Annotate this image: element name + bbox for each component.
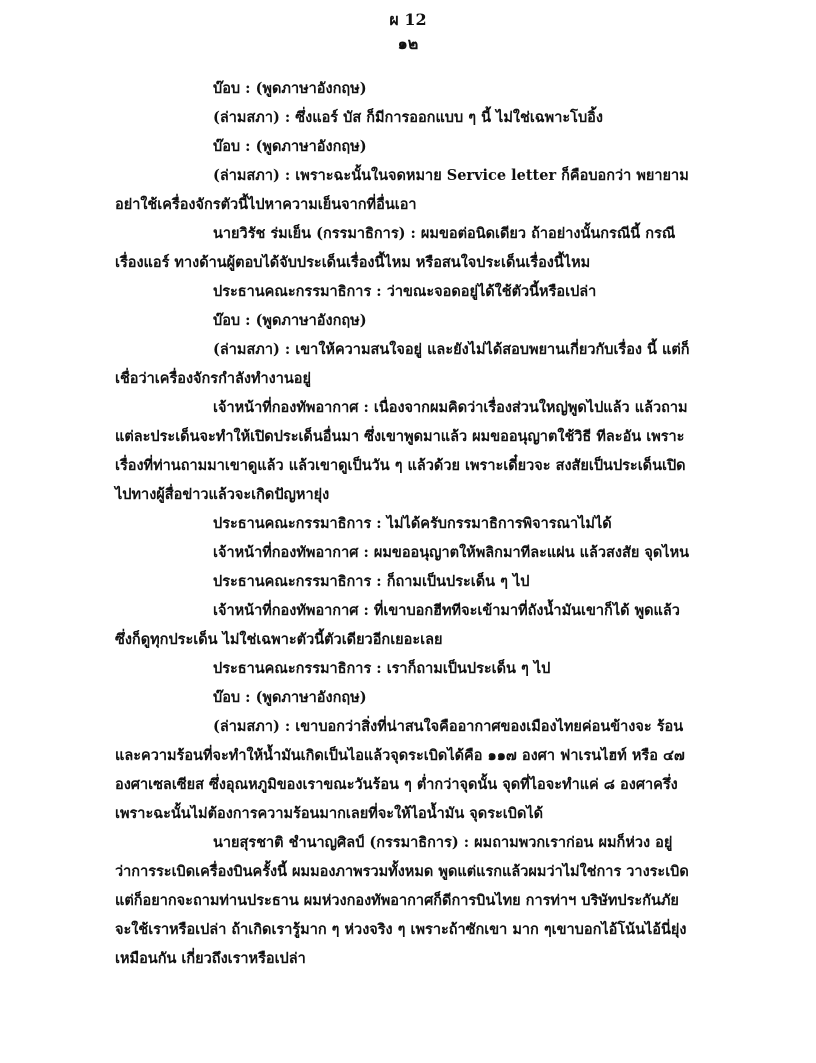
page-code: ผ 12 — [389, 10, 427, 29]
transcript-paragraph: นายสุรชาติ ชำนาญศิลป์ (กรรมาธิการ) : ผมถามพวกเราก่อน ผมก็ห่วง อยู่ว่าการระเบิดเครื่องบินครั้งนี้ ผมมองภาพรวมทั้งหมด พูดแต่แรกแล้วผมว่าไม่ใช่การ วางระเบิด แต่ก็อยากจะถามท่านประธาน ผมห่วงกองทัพอากาศก็ดีการบินไทย การท่าฯ บริษัทประกันภัยจะใช้เราหรือเปล่า ถ้าเกิดเรารู้มาก ๆ ห่วงจริง ๆ เพราะถ้าซักเขา มาก ๆเขาบอกไอ้โน้นไอ้นี่ยุ่งเหมือนกัน เกี่ยวถึงเราหรือเปล่า — [115, 834, 689, 967]
transcript-paragraph: นายวิรัช ร่มเย็น (กรรมาธิการ) : ผมขอต่อนิดเดียว ถ้าอย่างนั้นกรณีนี้ กรณีเรื่องแอร์ ทางด้านผู้ตอบได้จับประเด็นเรื่องนี้ไหม หรือสนใจประเด็นเรื่องนี้ไหม — [115, 225, 676, 271]
transcript-paragraph: บ๊อบ : (พูดภาษาอังกฤษ) — [213, 80, 367, 97]
transcript-paragraph: บ๊อบ : (พูดภาษาอังกฤษ) — [213, 312, 367, 329]
transcript-paragraph: (ล่ามสภา) : ซึ่งแอร์ บัส ก็มีการออกแบบ ๆ นี้ ไม่ใช่เฉพาะโบอิ้ง — [213, 109, 603, 126]
transcript-paragraph: ประธานคณะกรรมาธิการ : ก็ถามเป็นประเด็น ๆ ไป — [213, 573, 530, 590]
transcript-paragraph: บ๊อบ : (พูดภาษาอังกฤษ) — [213, 689, 367, 706]
page-number: ๑๒ — [397, 34, 419, 53]
transcript-paragraph: เจ้าหน้าที่กองทัพอากาศ : ที่เขาบอกฮีททีจะเข้ามาที่ถังน้ำมันเขาก็ได้ พูดแล้ว ซึ่งก็ดูทุกประเด็น ไม่ใช่เฉพาะตัวนี้ตัวเดียวอีกเยอะเลย — [115, 602, 680, 648]
transcript-paragraph: (ล่ามสภา) : เขาบอกว่าสิ่งที่น่าสนใจคืออากาศของเมืองไทยค่อนข้างจะ ร้อน และความร้อนที่จะทำให้น้ำมันเกิดเป็นไอแล้วจุดระเบิดได้คือ ๑๑๗ องศา ฟาเรนไฮท์ หรือ ๔๗ องศาเซลเซียส ซึ่งอุณหภูมิของเราขณะวันร้อน ๆ ต่ำกว่าจุดนั้น จุดที่ไอจะทำแค่ ๘ องศาครึ่ง เพราะฉะนั้นไม่ต้องการความร้อนมากเลยที่จะให้ไอน้ำมัน จุดระเบิดได้ — [115, 718, 685, 822]
transcript-paragraph: เจ้าหน้าที่กองทัพอากาศ : เนื่องจากผมคิดว่าเรื่องส่วนใหญ่พูดไปแล้ว แล้วถามแต่ละประเด็นจะทำให้เปิดประเด็นอื่นมา ซึ่งเขาพูดมาแล้ว ผมขออนุญาตใช้วิธี ทีละอัน เพราะเรื่องที่ท่านถามมาเขาดูแล้ว แล้วเขาดูเป็นวัน ๆ แล้วด้วย เพราะเดี๋ยวจะ สงสัยเป็นประเด็นเปิดไปทางผู้สื่อข่าวแล้วจะเกิดปัญหายุ่ง — [115, 399, 688, 503]
transcript-body — [115, 74, 695, 973]
transcript-paragraph: บ๊อบ : (พูดภาษาอังกฤษ) — [213, 138, 367, 155]
transcript-paragraph: (ล่ามสภา) : เพราะฉะนั้นในจดหมาย Service letter ก็คือบอกว่า พยายามอย่าใช้เครื่องจักรตัวนี้ไปหาความเย็นจากที่อื่นเอา — [115, 167, 689, 213]
transcript-paragraph: เจ้าหน้าที่กองทัพอากาศ : ผมขออนุญาตให้พลิกมาทีละแผ่น แล้วสงสัย จุดไหน — [213, 544, 690, 561]
transcript-paragraph: (ล่ามสภา) : เขาให้ความสนใจอยู่ และยังไม่ได้สอบพยานเกี่ยวกับเรื่อง นี้ แต่ก็เชื่อว่าเครื่องจักรกำลังทำงานอยู่ — [115, 341, 690, 387]
transcript-paragraph: ประธานคณะกรรมาธิการ : เราก็ถามเป็นประเด็น ๆ ไป — [213, 660, 551, 677]
transcript-paragraph: ประธานคณะกรรมาธิการ : ว่าขณะจอดอยู่ได้ใช้ตัวนี้หรือเปล่า — [213, 283, 597, 300]
transcript-paragraph: ประธานคณะกรรมาธิการ : ไม่ได้ครับกรรมาธิการพิจารณาไม่ได้ — [213, 515, 612, 532]
